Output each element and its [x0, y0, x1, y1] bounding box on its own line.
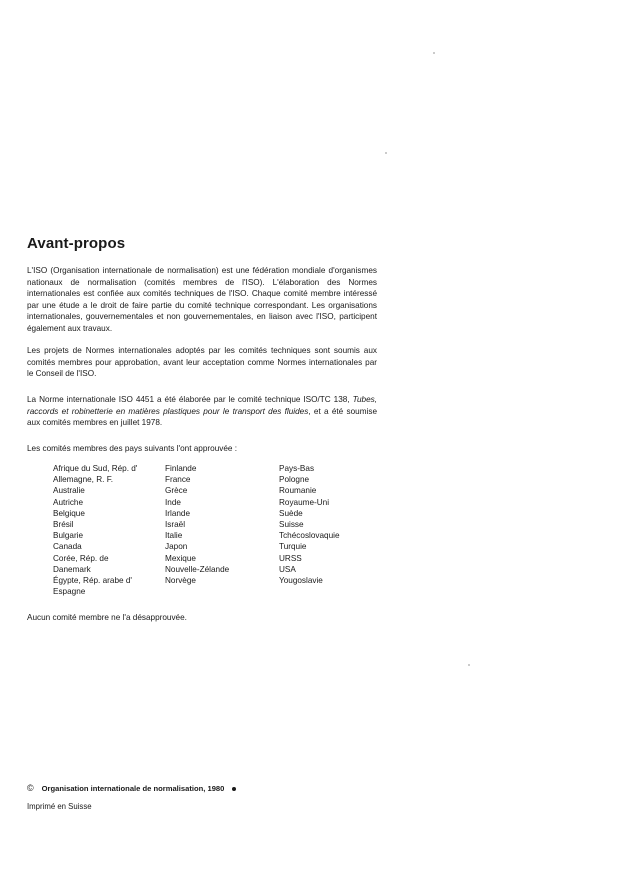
country-item: Irlande — [165, 508, 191, 518]
copyright-icon: © — [27, 783, 34, 793]
disapproval-statement: Aucun comité membre ne l'a désapprouvée. — [27, 613, 187, 622]
country-item: Brésil — [53, 520, 74, 530]
country-item: Égypte, Rép. arabe d' — [53, 576, 132, 586]
country-item: Autriche — [53, 497, 84, 507]
page-title: Avant-propos — [27, 235, 126, 252]
scan-speck — [385, 152, 387, 154]
country-item: Pays-Bas — [279, 464, 315, 473]
country-list-column-1 — [53, 463, 163, 597]
standard-paragraph — [27, 394, 377, 429]
copyright-organization: Organisation internationale de normalisation, 1980 — [41, 784, 225, 793]
approval-paragraph: Les projets de Normes internationales adoptés par les comités techniques sont soumis aux comités membres pour approbation, avant leur acceptation comme Normes internationales par le Conseil de l'ISO. — [27, 346, 377, 379]
country-item: Inde — [165, 497, 181, 507]
country-item: Suède — [279, 508, 303, 518]
country-item: Royaume-Uni — [279, 497, 330, 507]
country-item: URSS — [279, 553, 302, 563]
standard-text-a: La Norme internationale ISO 4451 a été élaborée par le comité technique ISO/TC 138, — [27, 395, 353, 404]
copyright-line — [27, 783, 236, 793]
standard-text-c: , et a été soumise aux comités membres en juillet 1978. — [27, 406, 378, 428]
country-item: Finlande — [165, 464, 197, 473]
country-item: France — [165, 475, 191, 485]
country-item: Norvège — [165, 576, 196, 586]
country-item: Espagne — [53, 587, 86, 597]
printed-in-line: Imprimé en Suisse — [27, 802, 92, 811]
country-list-column-3 — [279, 463, 389, 586]
country-item: Turquie — [279, 542, 307, 552]
scan-speck — [468, 664, 470, 666]
country-item: Mexique — [165, 553, 196, 563]
country-item: Afrique du Sud, Rép. d' — [53, 464, 138, 473]
country-item: Australie — [53, 486, 85, 496]
country-item: Roumanie — [279, 486, 317, 496]
country-item: Allemagne, R. F. — [53, 475, 114, 485]
country-item: Israël — [165, 520, 186, 530]
country-item: Danemark — [53, 564, 91, 574]
country-item: Tchécoslovaquie — [279, 531, 340, 541]
country-item: Suisse — [279, 520, 304, 530]
country-list-column-2 — [165, 463, 275, 586]
country-item: Belgique — [53, 508, 85, 518]
country-item: Pologne — [279, 475, 310, 485]
country-item: Corée, Rép. de — [53, 553, 109, 563]
scan-speck — [433, 52, 435, 54]
committee-title: Tubes, raccords et robinetterie en matières plastiques pour le transport des fluides — [27, 395, 377, 416]
country-item: Canada — [53, 542, 82, 552]
country-item: Bulgarie — [53, 531, 84, 541]
country-item: USA — [279, 564, 296, 574]
country-item: Italie — [165, 531, 183, 541]
country-item: Japon — [165, 542, 188, 552]
country-item: Grèce — [165, 486, 188, 496]
country-item: Nouvelle-Zélande — [165, 564, 230, 574]
bullet-dot-icon — [232, 787, 236, 791]
intro-paragraph: L'ISO (Organisation internationale de normalisation) est une fédération mondiale d'organismes nationaux de normalisation (comités membres de l'ISO). L'élaboration des Normes internationales est confiée aux comités techniques de l'ISO. Chaque comité membre intéressé par une étude a le droit de faire partie du comité technique correspondant. Les organisations internationales, gouvernementales et non gouvernementales, en liaison avec l'ISO, participent également aux travaux. — [27, 266, 377, 333]
country-item: Yougoslavie — [279, 576, 323, 586]
approving-members-intro: Les comités membres des pays suivants l'ont approuvée : — [27, 444, 237, 453]
